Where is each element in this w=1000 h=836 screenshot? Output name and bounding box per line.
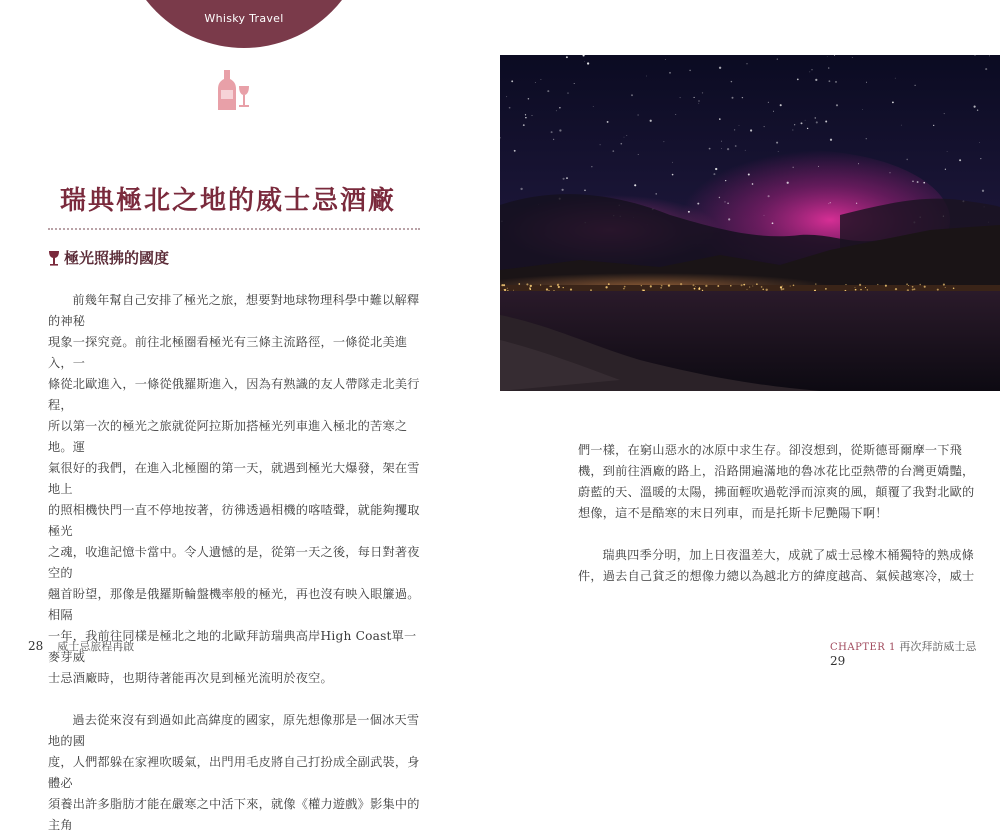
text-line: 們一樣，在窮山惡水的冰原中求生存。卻沒想到，從斯德哥爾摩一下飛	[578, 443, 963, 457]
text-line: 所以第一次的極光之旅就從阿拉斯加搭極光列車進入極北的苦寒之地。運	[48, 419, 408, 454]
left-footer	[28, 638, 134, 654]
left-page-number: 28	[28, 639, 44, 653]
aurora-night-photo	[500, 55, 1000, 391]
text-line: 士忌酒廠時，也期待著能再次見到極光流明於夜空。	[48, 671, 333, 685]
text-line: 的照相機快門一直不停地按著，彷彿透過相機的喀喳聲，就能夠攫取極光	[48, 503, 420, 538]
title-divider	[48, 228, 420, 230]
text-line: 機，到前往酒廠的路上，沿路開遍滿地的魯冰花比亞熱帶的台灣更嬌豔，	[578, 464, 975, 478]
right-page	[500, 0, 1000, 677]
text-line: 蔚藍的天、溫暖的太陽，拂面輕吹過乾淨而涼爽的風，顛覆了我對北歐的	[578, 485, 975, 499]
paragraph-gap	[48, 689, 428, 710]
wine-glass-icon	[48, 250, 60, 266]
text-line: 之魂，收進記憶卡當中。令人遺憾的是，從第一天之後，每日對著夜空的	[48, 545, 420, 580]
header-label: Whisky Travel	[204, 12, 284, 25]
text-line: 想像，這不是酷寒的末日列車，而是托斯卡尼艷陽下啊！	[578, 506, 888, 520]
article-title: 瑞典極北之地的威士忌酒廠	[59, 186, 396, 216]
paragraph-gap	[578, 524, 978, 545]
text-line: 度，人們都躲在家裡吹暖氣，出門用毛皮將自己打扮成全副武裝，身體必	[48, 755, 420, 790]
right-body-text	[578, 440, 978, 587]
text-line: 須養出許多脂肪才能在嚴寒之中活下來，就像《權力遊戲》影集中的主角	[48, 797, 420, 832]
text-line: 過去從來沒有到過如此高緯度的國家，原先想像那是一個冰天雪地的國	[48, 713, 420, 748]
section-title: 極光照拂的國度	[64, 249, 170, 267]
wine-bottle-glass-icon	[217, 68, 253, 112]
left-page	[0, 0, 500, 832]
text-line: 翹首盼望，那像是俄羅斯輪盤機率般的極光，再也沒有映入眼簾過。相隔	[48, 587, 420, 622]
text-line: 一年，我前往同樣是極北之地的北歐拜訪瑞典高岸High Coast單一麥芽威	[48, 629, 417, 664]
chapter-title: 再次拜訪威士忌	[899, 640, 977, 653]
chapter-label: CHAPTER 1	[830, 642, 896, 653]
left-book-title: 威士忌旅程再啟	[57, 640, 135, 653]
text-line: 條從北歐進入，一條從俄羅斯進入，因為有熟識的友人帶隊走北美行程，	[48, 377, 420, 412]
left-body-text	[48, 290, 428, 836]
right-footer	[830, 638, 1000, 668]
text-line: 氣很好的我們，在進入北極圈的第一天，就遇到極光大爆發，架在雪地上	[48, 461, 420, 496]
text-line: 前幾年幫自己安排了極光之旅，想要對地球物理科學中難以解釋的神秘	[48, 293, 420, 328]
section-heading	[48, 247, 169, 268]
text-line: 件，過去自己貧乏的想像力總以為越北方的緯度越高、氣候越寒冷，威士	[578, 569, 975, 583]
right-page-number: 29	[830, 654, 846, 668]
text-line: 瑞典四季分明，加上日夜溫差大，成就了威士忌橡木桶獨特的熟成條	[602, 548, 975, 562]
text-line: 現象一探究竟。前往北極圈看極光有三條主流路徑，一條從北美進入，一	[48, 335, 408, 370]
